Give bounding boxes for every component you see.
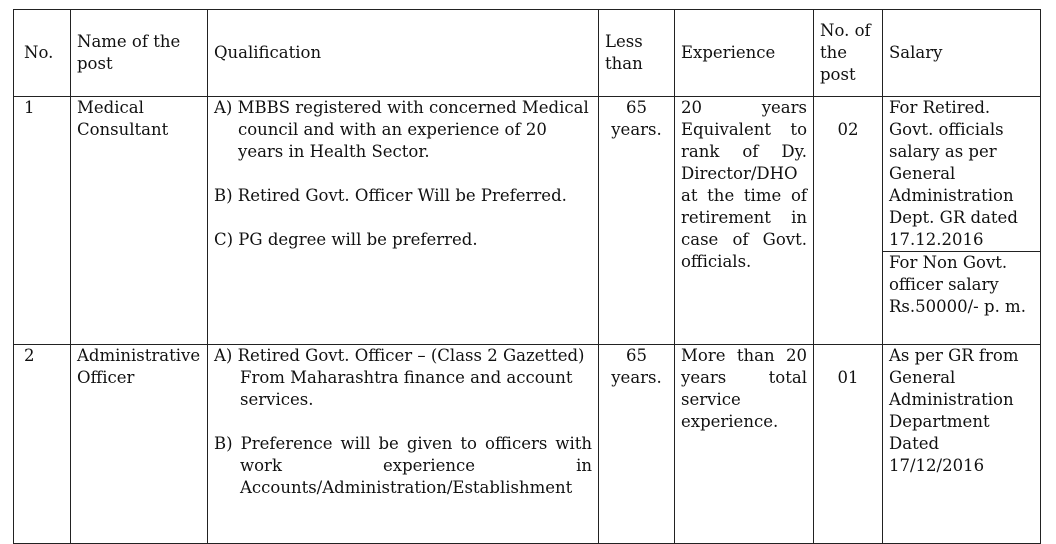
row-post-count: 02 (814, 97, 883, 345)
table-row (14, 97, 1041, 252)
recruitment-table (13, 9, 1041, 544)
row-qualification (208, 345, 599, 544)
qualification-item: B) Retired Govt. Officer Will be Preferred. (214, 186, 567, 205)
header-qualification: Qualification (208, 10, 599, 97)
header-posts: No. of the post (814, 10, 883, 97)
qualification-item: B) Preference will be given to officers with work experience in Accounts/Administration/Establishment (214, 434, 592, 497)
row-no: 2 (14, 345, 71, 544)
row-experience: More than 20 years total service experience. (675, 345, 814, 544)
row-salary-govt: For Retired. Govt. officials salary as per General Administration Dept. GR dated 17.12.2016 (883, 97, 1041, 252)
row-age-limit: 65 years. (599, 345, 675, 544)
row-post-name: Medical Consultant (71, 97, 208, 345)
row-post-count: 01 (814, 345, 883, 544)
row-age-limit: 65 years. (599, 97, 675, 345)
row-qualification (208, 97, 599, 345)
row-salary-non-govt: For Non Govt. officer salary Rs.50000/- p. m. (883, 252, 1041, 345)
qualification-item: A) MBBS registered with concerned Medical council and with an experience of 20 years in Health Sector. (214, 98, 589, 161)
header-row (14, 10, 1041, 97)
qualification-item: A) Retired Govt. Officer – (Class 2 Gazetted) From Maharashtra finance and account services. (214, 346, 585, 409)
row-post-name: Administrative Officer (71, 345, 208, 544)
header-name: Name of the post (71, 10, 208, 97)
table-row (14, 345, 1041, 544)
header-no: No. (14, 10, 71, 97)
row-salary: As per GR from General Administration Department Dated 17/12/2016 (883, 345, 1041, 544)
header-age: Less than (599, 10, 675, 97)
row-no: 1 (14, 97, 71, 345)
row-experience: 20 years Equivalent to rank of Dy. Director/DHO at the time of retirement in case of Govt. officials. (675, 97, 814, 345)
header-experience: Experience (675, 10, 814, 97)
header-salary: Salary (883, 10, 1041, 97)
qualification-item: C) PG degree will be preferred. (214, 230, 478, 249)
